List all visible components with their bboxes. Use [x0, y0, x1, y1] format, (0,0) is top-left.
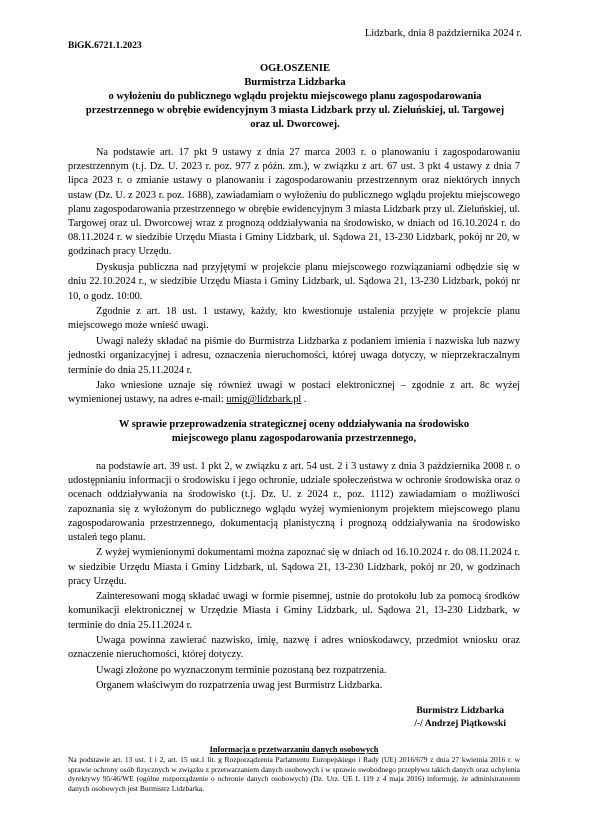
- signature-title: Burmistrz Lidzbarka: [416, 705, 504, 716]
- heading-subject-line-3: oraz ul. Dworcowej.: [250, 119, 340, 130]
- paragraph-environmental-legal-basis: na podstawie art. 39 ust. 1 pkt 2, w związku z art. 54 ust. 2 i 3 ustawy z dnia 3 października 2008 r. o udostępnianiu informacji o środowisku i jego ochronie, udziale społeczeństwa w ochronie środowiska oraz o ocenach oddziaływania na środowisko (t.j. Dz. U. z 2024 r., poz. 1112) zawiadamiam o możliwości zapoznania się z wyłożonym do publicznego wglądu wyżej wymienionym projektem miejscowego planu zagospodarowania przestrzennego, dokumentacją planistyczną i prognozą oddziaływania na środowisko ustaleń tego planu.: [68, 461, 520, 544]
- paragraph-how-to-comment: Uwagi należy składać na piśmie do Burmistrza Lidzbarka z podaniem imienia i nazwiska lub nazwy jednostki organizacyjnej i adresu, oznaczenia nieruchomości, której uwaga dotyczy, w nieprzekraczalnym terminie do dnia 25.11.2024 r.: [68, 336, 520, 376]
- environmental-heading-line-1: W sprawie przeprowadzenia strategicznej oceny oddziaływania na środowisko: [118, 419, 470, 430]
- environmental-heading-line-2: miejscowego planu zagospodarowania przestrzennego,: [171, 433, 417, 444]
- heading-subject-line-1: o wyłożeniu do publicznego wglądu projektu miejscowego planu zagospodarowania: [108, 91, 482, 102]
- paragraph-late-comments: Uwagi złożone po wyznaczonym terminie pozostaną bez rozpatrzenia.: [96, 664, 387, 676]
- electronic-comments-end: .: [301, 394, 307, 406]
- paragraph-right-to-comment: Zgodnie z art. 18 ust. 1 ustawy, każdy, kto kwestionuje ustalenia przyjęte w projekcie planu miejscowego może wnieść uwagi.: [68, 306, 520, 332]
- paragraph-electronic-comments: [68, 379, 520, 407]
- paragraph-comment-submission: Zainteresowani mogą składać uwagi w formie pisemnej, ustnie do protokołu lub za pomocą środków komunikacji elektronicznej w Urzędzie Miasta i Gminy Lidzbark, ul. Sądowa 21, 13-230 Lidzbark, w terminie do dnia 25.11.2024 r.: [68, 591, 520, 631]
- paragraph-competent-authority: Organem właściwym do rozpatrzenia uwag jest Burmistrz Lidzbarka.: [96, 679, 383, 691]
- signature-block: [414, 705, 506, 730]
- paragraph-comment-content: Uwaga powinna zawierać nazwisko, imię, nazwę i adres wnioskodawcy, przedmiot wniosku oraz oznaczenie nieruchomości, której dotyczy.: [68, 635, 520, 661]
- environmental-assessment-heading: [68, 418, 520, 446]
- signature-name: /-/ Andrzej Piątkowski: [414, 717, 506, 729]
- heading-title: OGŁOSZENIE: [259, 63, 331, 74]
- environmental-assessment-body: [68, 460, 520, 694]
- document-date: Lidzbark, dnia 8 października 2024 r.: [364, 28, 522, 39]
- paragraph-public-discussion: Dyskusja publiczna nad przyjętymi w projekcie planu miejscowego rozwiązaniami odbędzie się w dniu 22.10.2024 r., w siedzibie Urzędu Miasta i Gminy Lidzbark, ul. Sądowa 21, 13-230 Lidzbark, pokój nr 10, o godz. 10:00.: [68, 262, 520, 302]
- paragraph-legal-basis: Na podstawie art. 17 pkt 9 ustawy z dnia 27 marca 2003 r. o planowaniu i zagospodarowaniu przestrzennym (t.j. Dz. U. 2023 r. poz. 977 z późn. zm.), w związku z art. 67 ust. 3 pkt 4 ustawy z dnia 7 lipca 2023 r. o zmianie ustawy o planowaniu i zagospodarowaniu przestrzennym oraz niektórych innych ustaw (Dz. U. z 2023 r. poz. 1688), zawiadamiam o wyłożeniu do publicznego wglądu projektu miejscowego planu zagospodarowania przestrzennego w obrębie ewidencyjnym 3 miasta Lidzbark przy ul. Zieluńskiej, ul. Targowej oraz ul. Dworcowej wraz z prognozą oddziaływania na środowisko, w dniach od 16.10.2024 r. do 08.11.2024 r. w siedzibie Urzędu Miasta i Gminy Lidzbark, ul. Sądowa 21, 13-230 Lidzbark, pokój nr 20, w godzinach pracy Urzędu.: [68, 147, 520, 258]
- announcement-heading: [60, 62, 530, 132]
- email-link[interactable]: umig@lidzbark.pl: [226, 394, 302, 406]
- electronic-comments-text: Jako wniesione uznaje się również uwagi w postaci elektronicznej – zgodnie z art. 8c wyżej wymienionej ustawy, na adres e-mail:: [68, 380, 520, 406]
- heading-issuer: Burmistrza Lidzbarka: [244, 77, 346, 88]
- announcement-body: [68, 146, 520, 409]
- gdpr-notice: Na podstawie art. 13 ust. 1 i 2, art. 15 ust.1 lit. g Rozporządzenia Parlamentu Europejskiego i Rady (UE) 2016/679 z dnia 27 kwietnia 2016 r. w sprawie ochrony osób fizycznych w związku z przetwarzaniem danych osobowych i w sprawie swobodnego przepływu takich danych oraz uchylenia dyrektywy 95/46/WE (ogólne rozporządzenie o ochronie danych osobowych) (Dz. Urz. UE L 119 z 4 maja 2016) informuję, że administratorem danych osobowych jest Burmistrz Lidzbarka.: [68, 755, 520, 793]
- document-reference-number: BiGK.6721.1.2023: [68, 41, 142, 51]
- paragraph-documents-availability: Z wyżej wymienionymi dokumentami można zapoznać się w dniach od 16.10.2024 r. do 08.11.2024 r. w siedzibie Urzędu Miasta i Gminy Lidzbark, ul. Sądowa 21, 13-230 Lidzbark, pokój nr 20, w godzinach pracy Urzędu.: [68, 547, 520, 587]
- heading-subject-line-2: przestrzennego w obrębie ewidencyjnym 3 miasta Lidzbark przy ul. Zieluńskiej, ul. Targowej: [85, 105, 505, 116]
- gdpr-heading: Informacja o przetwarzaniu danych osobowych: [209, 745, 379, 754]
